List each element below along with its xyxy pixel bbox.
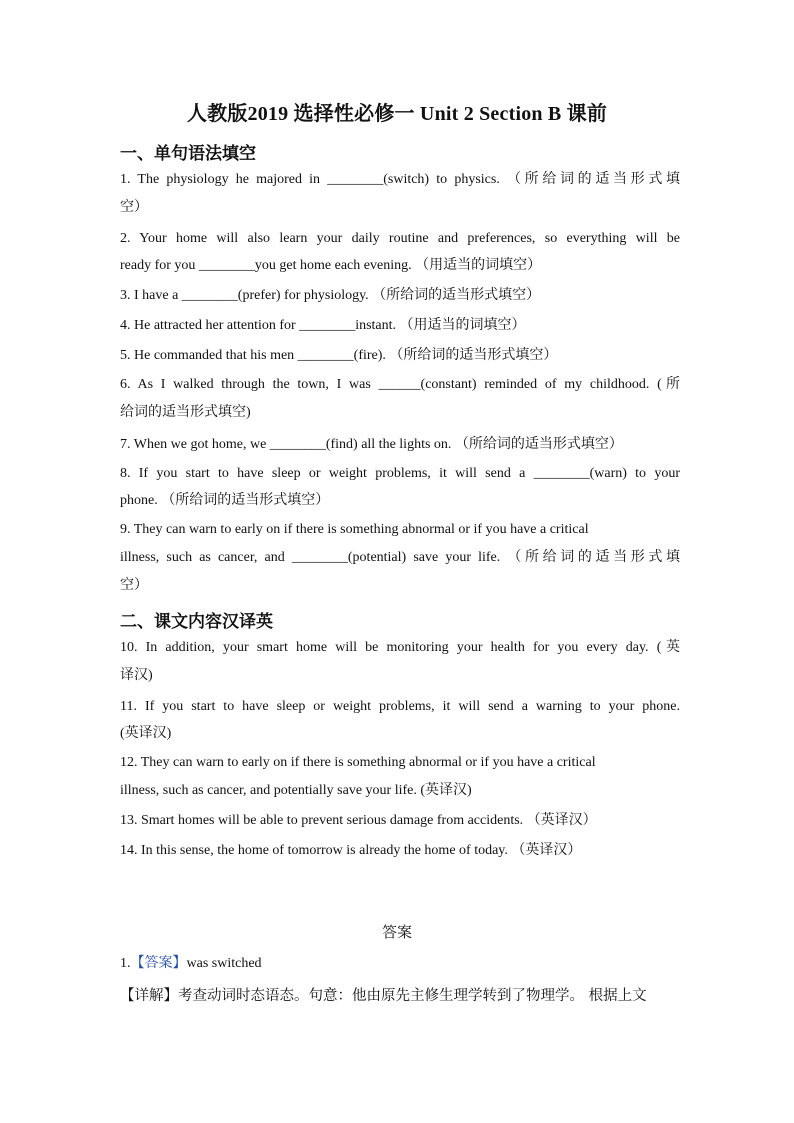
question-line: 给词的适当形式填空): [120, 405, 251, 420]
question-line: 11. If you start to have sleep or weight problems, it will send a warning to your phone.: [120, 699, 680, 714]
question-line: 译汉): [120, 668, 153, 683]
question-line: 2. Your home will also learn your daily routine and preferences, so everything will be: [120, 231, 680, 246]
question-line: phone. （所给词的适当形式填空）: [120, 493, 330, 508]
question-line: 4. He attracted her attention for ________instant. （用适当的词填空）: [120, 318, 526, 333]
detail-tag: 【详解】: [120, 988, 178, 1004]
question-line: 3. I have a ________(prefer) for physiology. （所给词的适当形式填空）: [120, 288, 541, 303]
question-line: 空）: [120, 578, 148, 593]
question-line: 8. If you start to have sleep or weight problems, it will send a ________(warn) to your: [120, 466, 680, 481]
section-heading-grammar: 一、单句语法填空: [120, 144, 256, 164]
section-heading-translation: 二、课文内容汉译英: [120, 612, 273, 632]
answer-number: 1.: [120, 956, 131, 971]
question-line: 7. When we got home, we ________(find) all the lights on. （所给词的适当形式填空）: [120, 437, 623, 452]
question-line: 14. In this sense, the home of tomorrow is already the home of today. （英译汉）: [120, 843, 582, 858]
question-line: 空）: [120, 200, 148, 215]
question-line: ready for you ________you get home each evening. （用适当的词填空）: [120, 258, 542, 273]
answer-line: [120, 954, 680, 973]
question-line: 12. They can warn to early on if there is something abnormal or if you have a critical: [120, 755, 596, 770]
detail-line: [120, 984, 680, 1005]
question-line: (英译汉): [120, 726, 172, 741]
question-line: 1. The physiology he majored in ________(switch) to physics. （所给词的适当形式填: [120, 172, 680, 187]
page-title: 人教版2019 选择性必修一 Unit 2 Section B 课前: [186, 103, 608, 125]
detail-text: 考查动词时态语态。句意：他由原先主修生理学转到了物理学。 根据上文: [178, 988, 647, 1004]
question-line: 6. As I walked through the town, I was ______(constant) reminded of my childhood. (所: [120, 377, 680, 392]
answer-tag: 【答案】: [130, 955, 187, 971]
answers-heading: 答案: [381, 923, 412, 941]
question-line: 10. In addition, your smart home will be monitoring your health for you every day. (英: [120, 640, 680, 655]
question-line: 9. They can warn to early on if there is something abnormal or if you have a critical: [120, 522, 589, 537]
question-line: illness, such as cancer, and ________(potential) save your life. （所给词的适当形式填: [120, 550, 680, 565]
question-line: 5. He commanded that his men ________(fire). （所给词的适当形式填空）: [120, 348, 558, 363]
question-line: illness, such as cancer, and potentially save your life. (英译汉): [120, 783, 472, 798]
question-line: 13. Smart homes will be able to prevent serious damage from accidents. （英译汉）: [120, 813, 597, 828]
answer-text: was switched: [186, 956, 262, 971]
